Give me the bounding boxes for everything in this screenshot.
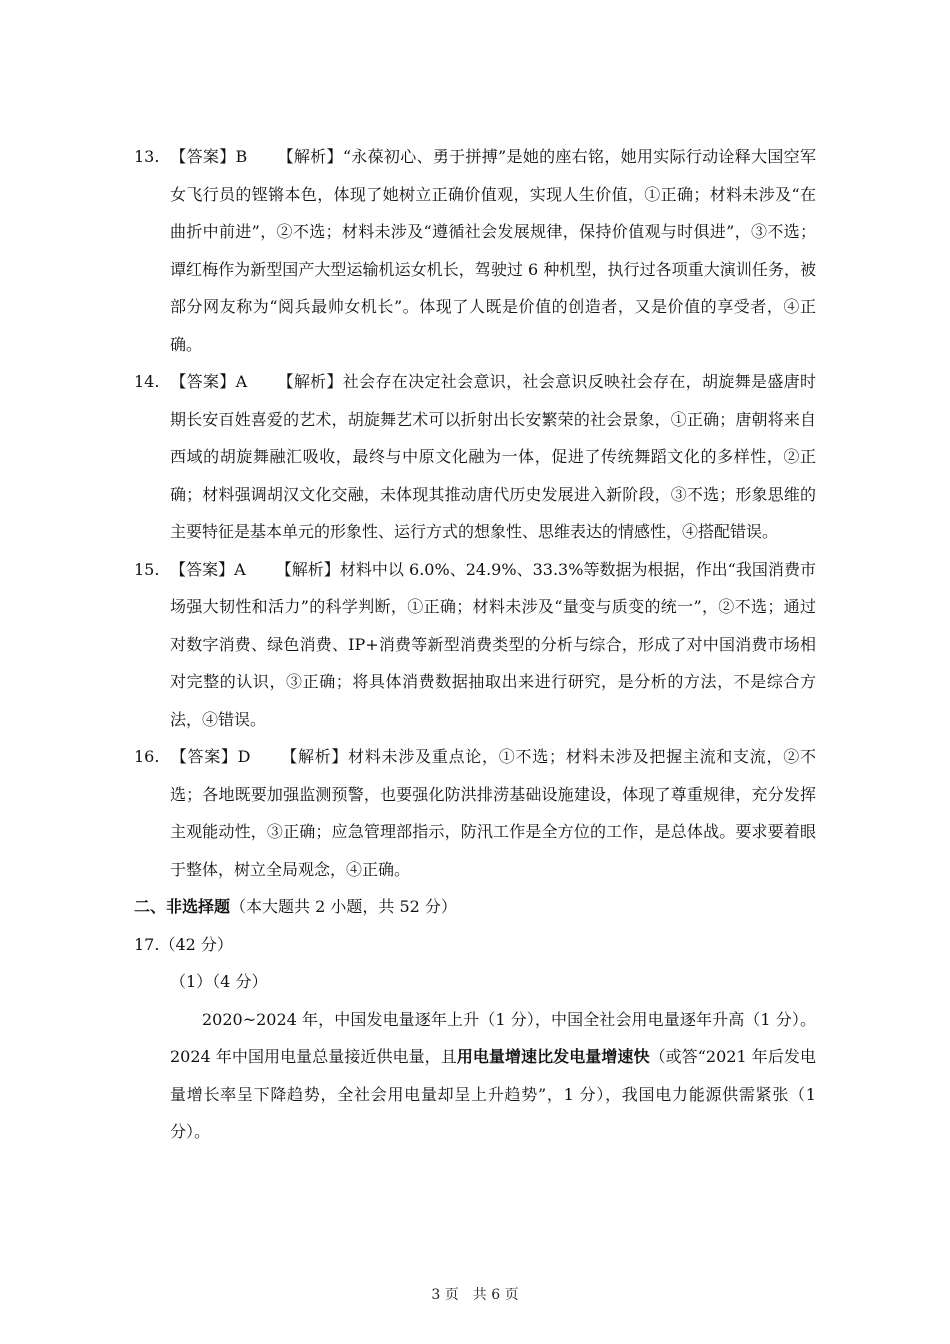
item-number: 14.: [134, 372, 160, 391]
answer-item-14: [134, 363, 816, 551]
analysis-text: 材料未涉及重点论，①不选；材料未涉及把握主流和支流，②不选；各地既要加强监测预警，也要强化防洪排涝基础设施建设，体现了尊重规律，充分发挥主观能动性，③正确；应急管理部指示，防汛工作是全方位的工作，是总体战。要求要着眼于整体，树立全局观念，④正确。: [170, 747, 816, 879]
sub-question-1-label: （1）（4 分）: [170, 972, 268, 991]
answer-text-bold: 用电量增速比发电量增速快: [456, 1047, 650, 1066]
answer-item-13: [134, 138, 816, 363]
answer-text-part1: 2020~2024 年，中国发电量逐年上升（1 分），中国全社会用电量逐年升高（1 分）。2024 年中国用电量总量接近供电量，且: [170, 1009, 816, 1066]
answer-label: 【答案】D: [170, 747, 251, 766]
analysis-text: 材料中以 6.0%、24.9%、33.3%等数据为根据，作出“我国消费市场强大韧性和活力”的科学判断，①正确；材料未涉及“量变与质变的统一”，②不选；通过对数字消费、绿色消费、IP+消费等新型消费类型的分析与综合，形成了对中国消费市场相对完整的认识，③正确；将具体消费数据抽取出来进行研究，是分析的方法，不是综合方法，④错误。: [170, 559, 816, 729]
section-heading: [134, 888, 816, 926]
analysis-text: 社会存在决定社会意识，社会意识反映社会存在，胡旋舞是盛唐时期长安百姓喜爱的艺术，胡旋舞艺术可以折射出长安繁荣的社会景象，①正确；唐朝将来自西域的胡旋舞融汇吸收，最终与中原文化融为一体，促进了传统舞蹈文化的多样性，②正确；材料强调胡汉文化交融，未体现其推动唐代历史发展进入新阶段，③不选；形象思维的主要特征是基本单元的形象性、运行方式的想象性、思维表达的情感性，④搭配错误。: [170, 372, 816, 541]
analysis-label: 【解析】: [280, 747, 349, 766]
analysis-label: 【解析】: [277, 372, 343, 391]
analysis-text: “永葆初心、勇于拼搏”是她的座右铭，她用实际行动诠释大国空军女飞行员的铿锵本色，体现了她树立正确价值观，实现人生价值，①正确；材料未涉及“在曲折中前进”，②不选；材料未涉及“遵循社会发展规律，保持价值观与时俱进”，③不选；谭红梅作为新型国产大型运输机运女机长，驾驶过 6 种机型，执行过各项重大演训任务，被部分网友称为“阅兵最帅女机长”。体现了人既是价值的创造者，又是价值的享受者，④正确。: [170, 147, 816, 354]
analysis-label: 【解析】: [277, 147, 343, 166]
item-number: 13.: [134, 147, 160, 166]
analysis-label: 【解析】: [275, 559, 340, 579]
answer-item-15: [134, 551, 816, 739]
section-title: 二、非选择题: [134, 897, 231, 916]
answer-label: 【答案】A: [170, 372, 248, 391]
answer-item-16: [134, 738, 816, 888]
answer-text-part2: （或答“2021 年后发电量增长率呈下降趋势，全社会用电量却呈上升趋势”，1 分），我国电力能源供需紧张（1 分）。: [170, 1047, 816, 1141]
item-number: 15.: [134, 559, 160, 579]
section-note: （本大题共 2 小题，共 52 分）: [230, 897, 457, 916]
question-17-label: 17.（42 分）: [134, 934, 233, 954]
answer-content: [134, 138, 816, 1151]
answer-label: 【答案】A: [170, 559, 246, 579]
sub-question-1-answer: [134, 1001, 816, 1151]
item-number: 16.: [134, 747, 160, 766]
answer-label: 【答案】B: [170, 147, 248, 166]
page-footer: 3 页 共 6 页: [431, 1287, 519, 1303]
